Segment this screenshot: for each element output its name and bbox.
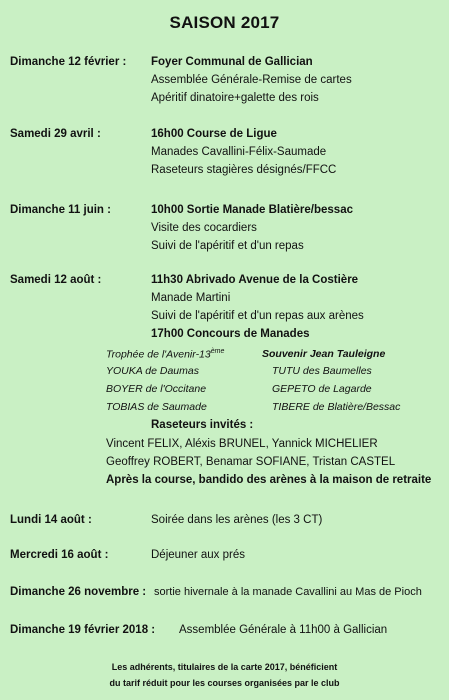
event-line: 10h00 Sortie Manade Blatière/bessac [151,204,353,216]
event-date: Mercredi 16 août : [10,549,109,561]
bull-name: BOYER de l'Occitane [106,383,207,395]
raseteurs-line: Geoffrey ROBERT, Benamar SOFIANE, Tristan CASTEL [106,456,396,468]
event-date: Samedi 29 avril : [10,128,101,140]
event-line: Soirée dans les arènes (les 3 CT) [151,514,323,526]
after-course-note: Après la course, bandido des arènes à la maison de retraite [106,474,432,486]
event-line: Manade Martini [151,292,231,304]
trophy-left [106,348,224,361]
event-line: Visite des cocardiers [151,222,257,234]
event-line: 11h30 Abrivado Avenue de la Costière [151,274,359,286]
footer-line: Les adhérents, titulaires de la carte 2017, bénéficient [111,662,338,672]
event-line: Raseteurs stagières désignés/FFCC [151,164,337,176]
trophy-left-text: Trophée de l'Avenir-13 [106,348,211,361]
raseteurs-line: Vincent FELIX, Aléxis BRUNEL, Yannick MICHELIER [106,438,378,450]
event-line: Assemblée Générale-Remise de cartes [151,74,352,86]
page-title: SAISON 2017 [169,13,280,32]
event-line: 17h00 Concours de Manades [151,328,310,340]
event-line: Manades Cavallini-Félix-Saumade [151,146,327,158]
event-line: Suivi de l'apéritif et d'un repas aux arènes [151,310,364,322]
bull-name: TOBIAS de Saumade [106,401,207,413]
bull-name: YOUKA de Daumas [106,365,199,377]
trophy-right: Souvenir Jean Tauleigne [262,348,386,360]
bull-name: GEPETO de Lagarde [272,383,372,395]
event-line: Assemblée Générale à 11h00 à Gallician [179,624,388,636]
event-line: Suivi de l'apéritif et d'un repas [151,240,304,252]
trophy-superscript: ème [210,348,225,355]
event-line: Apéritif dinatoire+galette des rois [151,92,319,104]
event-date: Dimanche 12 février : [10,56,127,68]
event-date: Dimanche 26 novembre : [10,586,147,598]
footer-note [0,659,449,691]
event-date: Samedi 12 août : [10,274,102,286]
event-line: 16h00 Course de Ligue [151,128,277,140]
bull-name: TUTU des Baumelles [272,365,372,377]
event-line: Déjeuner aux prés [151,549,245,561]
bull-name: TIBERE de Blatière/Bessac [272,401,401,413]
event-date: Dimanche 19 février 2018 : [10,624,156,636]
event-line: sortie hivernale à la manade Cavallini au Mas de Pioch [154,586,422,598]
event-date: Lundi 14 août : [10,514,92,526]
footer-line: du tarif réduit pour les courses organisées par le club [109,678,340,688]
raseteurs-title: Raseteurs invités : [151,419,254,431]
event-date: Dimanche 11 juin : [10,204,111,216]
event-line: Foyer Communal de Gallician [151,56,313,68]
